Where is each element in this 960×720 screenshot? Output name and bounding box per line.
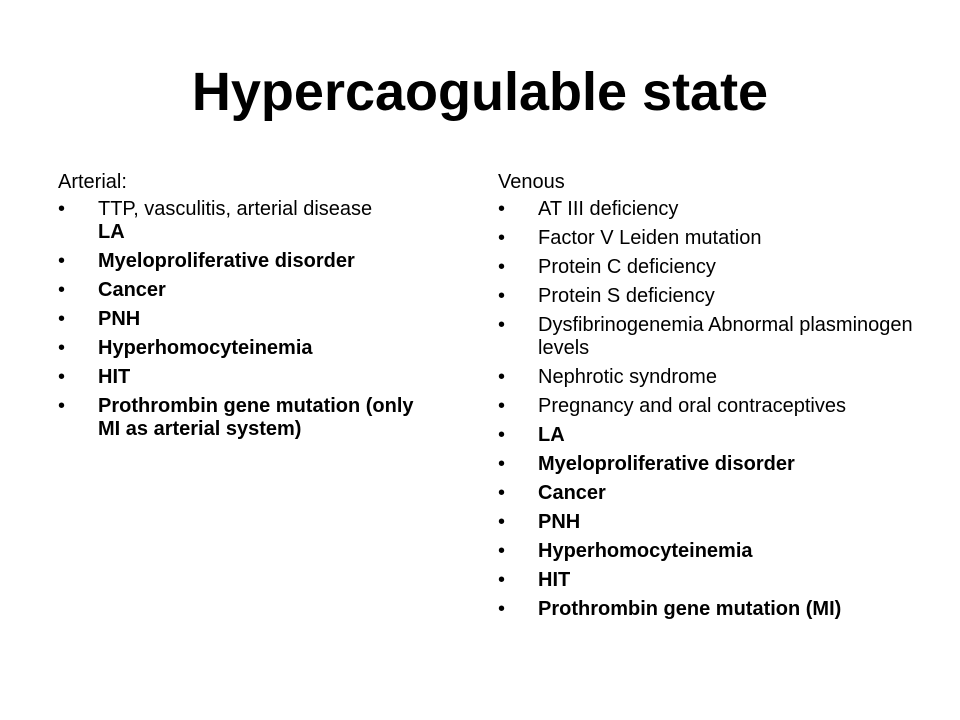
list-item-text: Pregnancy and oral contraceptives [538, 395, 846, 417]
list-item-text: Hyperhomocyteinemia [538, 540, 753, 562]
bullet-icon: • [58, 250, 66, 272]
list-item-text: Dysfibrinogenemia Abnormal plasminogen levels [538, 314, 913, 359]
list-item [498, 285, 928, 308]
bullet-icon: • [498, 598, 506, 620]
bullet-icon: • [498, 482, 506, 504]
list-item-text: LA [538, 424, 565, 446]
bullet-icon: • [498, 285, 506, 307]
list-item [58, 395, 438, 441]
list-item [498, 227, 928, 250]
list-item-text: Factor V Leiden mutation [538, 227, 762, 249]
list-item [498, 366, 928, 389]
bullet-icon: • [498, 198, 506, 220]
list-item-text: Nephrotic syndrome [538, 366, 717, 388]
list-item-text: Prothrombin gene mutation (MI) [538, 598, 842, 620]
bullet-icon: • [58, 198, 66, 220]
bullet-icon: • [498, 395, 506, 417]
bullet-icon: • [58, 366, 66, 388]
bullet-icon: • [58, 279, 66, 301]
venous-list [498, 198, 928, 621]
bullet-icon: • [498, 540, 506, 562]
list-item [58, 337, 438, 360]
list-item [58, 308, 438, 331]
list-item-text: Cancer [538, 482, 606, 504]
bullet-icon: • [498, 366, 506, 388]
list-item [498, 598, 928, 621]
bullet-icon: • [498, 569, 506, 591]
list-item-text: HIT [538, 569, 571, 591]
list-item [498, 482, 928, 505]
list-item [498, 453, 928, 476]
list-item [498, 569, 928, 592]
list-item-text: Myeloproliferative disorder [98, 250, 355, 272]
list-item-text: AT III deficiency [538, 198, 679, 220]
list-item [498, 511, 928, 534]
list-item-text: Protein C deficiency [538, 256, 716, 278]
list-item-bold-text: LA [98, 221, 125, 243]
bullet-icon: • [498, 453, 506, 475]
bullet-icon: • [498, 511, 506, 533]
bullet-icon: • [498, 314, 506, 336]
slide-title: Hypercaogulable state [191, 62, 769, 122]
list-item [498, 540, 928, 563]
list-item [498, 198, 928, 221]
list-item-text: PNH [98, 308, 141, 330]
list-item-text: Protein S deficiency [538, 285, 715, 307]
list-item-text: Prothrombin gene mutation (only MI as arterial system) [98, 395, 414, 440]
list-item-text: HIT [98, 366, 131, 388]
bullet-icon: • [58, 308, 66, 330]
list-item-text: TTP, vasculitis, arterial disease [98, 198, 373, 220]
list-item-text: Myeloproliferative disorder [538, 453, 795, 475]
bullet-icon: • [498, 256, 506, 278]
arterial-column [58, 170, 438, 447]
list-item [58, 250, 438, 273]
venous-column [498, 170, 928, 627]
bullet-icon: • [58, 395, 66, 417]
list-item [58, 279, 438, 302]
list-item [498, 395, 928, 418]
list-item-text: Hyperhomocyteinemia [98, 337, 313, 359]
arterial-heading: Arterial: [58, 171, 127, 193]
list-item-text: Cancer [98, 279, 166, 301]
list-item [498, 424, 928, 447]
bullet-icon: • [58, 337, 66, 359]
bullet-icon: • [498, 227, 506, 249]
list-item [498, 256, 928, 279]
list-item-text: PNH [538, 511, 581, 533]
venous-heading: Venous [498, 171, 565, 193]
arterial-list [58, 198, 438, 441]
list-item [58, 366, 438, 389]
list-item [498, 314, 928, 360]
bullet-icon: • [498, 424, 506, 446]
list-item [58, 198, 438, 244]
